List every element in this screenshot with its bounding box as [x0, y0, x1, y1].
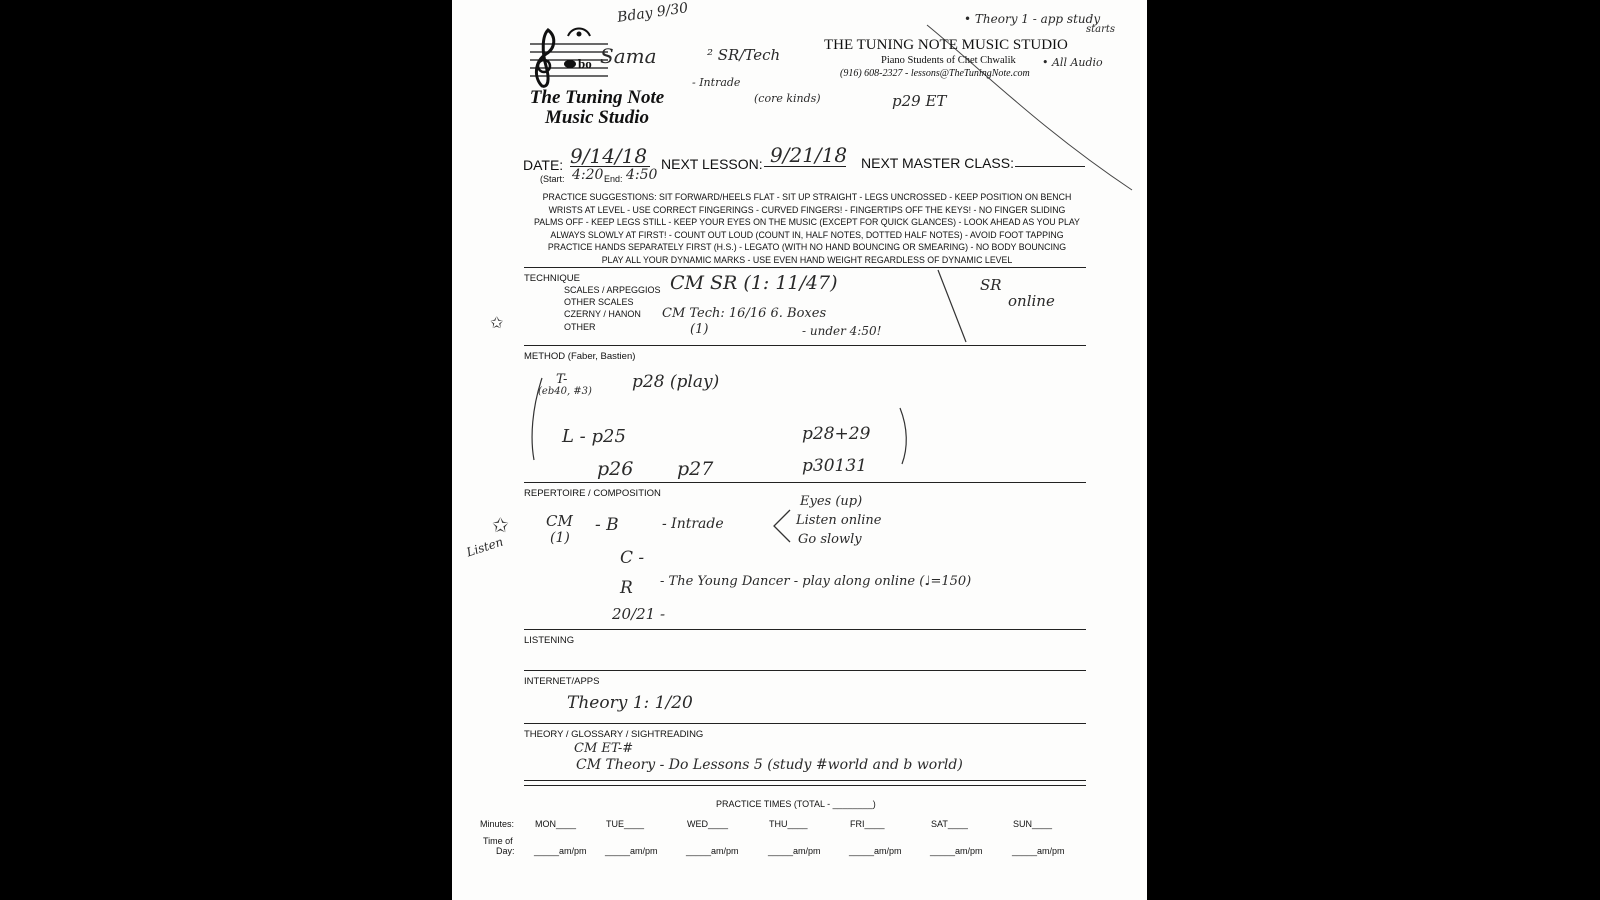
- method-p27-entry: p27: [677, 458, 714, 480]
- rep-listen-margin: Listen: [464, 534, 505, 560]
- method-l-entry: L - p25: [562, 426, 626, 447]
- rep-b: - B: [595, 515, 619, 535]
- ampm-sat: _____am/pm: [930, 846, 983, 856]
- technique-under-note: - under 4:50!: [802, 324, 882, 338]
- method-t-detail: (eb40, #3): [538, 386, 592, 397]
- end-value: 4:50: [626, 167, 658, 183]
- listening-heading: LISTENING: [524, 635, 575, 646]
- technique-circled-one: (1): [690, 322, 709, 337]
- theory-cm-et: CM ET-#: [574, 741, 634, 756]
- section-rule: [524, 785, 1086, 786]
- note-core-kinds: (core kinds): [754, 92, 821, 105]
- day-tue: TUE____: [606, 819, 645, 829]
- section-rule: [524, 670, 1086, 671]
- start-label: (Start:: [540, 174, 565, 184]
- section-rule: [524, 345, 1086, 346]
- repertoire-heading: REPERTOIRE / COMPOSITION: [524, 488, 661, 499]
- practice-times-heading: PRACTICE TIMES (TOTAL - ________): [716, 799, 876, 809]
- suggestion-line: PRACTICE SUGGESTIONS: SIT FORWARD/HEELS FLAT - SIT UP STRAIGHT - LEGS UNCROSSED - KEEP POSITION ON BENCH: [542, 192, 1072, 202]
- ampm-mon: _____am/pm: [534, 846, 587, 856]
- note-p29-et: p29 ET: [892, 92, 947, 110]
- practice-suggestions: [507, 191, 1107, 267]
- next-lesson-underline: [764, 166, 846, 167]
- pen-stroke-slash: [936, 268, 976, 346]
- next-master-class-underline: [1015, 166, 1085, 167]
- technique-online-note: online: [1008, 292, 1055, 310]
- bday-note: Bday 9/30: [616, 0, 690, 26]
- method-heading: METHOD (Faber, Bastien): [524, 351, 636, 362]
- time-of-label: Time of: [483, 836, 513, 846]
- date-value: 9/14/18: [570, 144, 648, 168]
- studio-name-line2: Music Studio: [544, 107, 649, 128]
- day-sat: SAT____: [931, 819, 968, 829]
- studio-subtitle: Piano Students of Chet Chwalik: [881, 55, 1016, 66]
- studio-name-line1: The Tuning Note: [529, 87, 665, 108]
- star-mark-icon: ✩: [490, 315, 504, 332]
- suggestion-line: WRISTS AT LEVEL - USE CORRECT FINGERINGS - CURVED FINGERS! - FINGERTIPS OFF THE KEYS! - NO FINGER SLIDING: [548, 204, 1066, 215]
- theory-lessons-entry: CM Theory - Do Lessons 5 (study #world and b world): [576, 757, 963, 773]
- next-lesson-value: 9/21/18: [770, 143, 848, 167]
- internet-heading: INTERNET/APPS: [524, 676, 600, 687]
- svg-text:bo: bo: [578, 56, 592, 71]
- technique-sr-note: SR: [980, 276, 1002, 294]
- suggestion-line: ALWAYS SLOWLY AT FIRST! - COUNT OUT LOUD (COUNT IN, HALF NOTES, DOTTED HALF NOTES) - AVOID FOOT TAPPING: [550, 229, 1064, 240]
- method-p28-entry: p28 (play): [632, 372, 720, 392]
- ampm-wed: _____am/pm: [686, 846, 739, 856]
- section-rule: [524, 482, 1086, 483]
- tech-other-label: OTHER: [564, 322, 596, 332]
- next-lesson-label: NEXT LESSON:: [661, 156, 763, 172]
- day-fri: FRI____: [850, 819, 885, 829]
- rep-brace-icon: [770, 508, 792, 546]
- start-value: 4:20: [572, 167, 604, 183]
- star-mark-icon: ✩: [492, 515, 509, 537]
- next-master-class-label: NEXT MASTER CLASS:: [861, 155, 1015, 171]
- note-all-audio: • All Audio: [1042, 56, 1103, 69]
- suggestion-line: PRACTICE HANDS SEPARATELY FIRST (H.S.) - LEGATO (WITH NO HAND BOUNCING OR SMEARING) - NO BODY BOUNCING: [547, 242, 1067, 253]
- note-theory-app: • Theory 1 - app study: [964, 12, 1101, 26]
- method-t-entry: T-: [556, 372, 568, 387]
- technique-heading: TECHNIQUE: [524, 273, 580, 284]
- studio-logo-name: [517, 88, 677, 128]
- section-rule: [524, 267, 1086, 268]
- day-sun: SUN____: [1013, 819, 1053, 829]
- technique-scales-entry: CM SR (1: 11/47): [670, 272, 838, 294]
- section-rule: [524, 723, 1086, 724]
- rep-r: R: [620, 578, 633, 598]
- method-p28-29-entry: p28+29: [802, 424, 871, 444]
- rep-young-dancer: - The Young Dancer - play along online (♩=150): [660, 574, 972, 589]
- rep-circled-one: (1): [550, 530, 570, 546]
- studio-title: THE TUNING NOTE MUSIC STUDIO: [824, 37, 1068, 53]
- tech-czerny-label: CZERNY / HANON: [564, 309, 641, 319]
- theory-heading: THEORY / GLOSSARY / SIGHTREADING: [524, 729, 704, 740]
- method-brackets: [528, 368, 908, 468]
- ampm-fri: _____am/pm: [849, 846, 902, 856]
- rep-c: C -: [620, 548, 645, 568]
- day-mon: MON____: [535, 819, 577, 829]
- tech-scales-label: SCALES / ARPEGGIOS: [564, 285, 661, 295]
- note-sr-tech: ² SR/Tech: [707, 46, 781, 64]
- day-wed: WED____: [687, 819, 729, 829]
- suggestion-line: PLAY ALL YOUR DYNAMIC MARKS - USE EVEN HAND WEIGHT REGARDLESS OF DYNAMIC LEVEL: [601, 254, 1013, 265]
- ampm-tue: _____am/pm: [605, 846, 658, 856]
- rep-listen-online: Listen online: [796, 513, 882, 528]
- section-rule: [524, 780, 1086, 781]
- studio-contact: (916) 608-2327 - lessons@TheTuningNote.com: [840, 68, 1030, 79]
- lesson-sheet: [452, 0, 1147, 900]
- rep-intrade: - Intrade: [662, 516, 724, 532]
- technique-czerny-entry: CM Tech: 16/16 6. Boxes: [662, 306, 827, 321]
- tech-other-scales-label: OTHER SCALES: [564, 297, 634, 307]
- note-starts: starts: [1086, 24, 1116, 35]
- method-p26-entry: p26: [597, 458, 634, 480]
- ampm-thu: _____am/pm: [768, 846, 821, 856]
- note-intrade: - Intrade: [692, 76, 741, 89]
- internet-theory-entry: Theory 1: 1/20: [567, 693, 693, 713]
- end-label: End:: [604, 174, 623, 184]
- date-label: DATE:: [523, 157, 564, 173]
- minutes-label: Minutes:: [480, 819, 515, 829]
- section-rule: [524, 629, 1086, 630]
- day-thu: THU____: [769, 819, 808, 829]
- method-p30-31-entry: p30131: [802, 456, 867, 476]
- suggestion-line: PALMS OFF - KEEP LEGS STILL - KEEP YOUR EYES ON THE MUSIC (EXCEPT FOR QUICK GLANCES) - LOOK AHEAD AS YOU PLAY: [534, 217, 1080, 228]
- ampm-sun: _____am/pm: [1012, 846, 1065, 856]
- time-day-label: Day:: [496, 846, 515, 856]
- student-name: Sama: [600, 44, 657, 68]
- rep-cm: CM: [546, 512, 573, 530]
- rep-eyes-up: Eyes (up): [800, 494, 863, 509]
- rep-go-slowly: Go slowly: [798, 532, 862, 547]
- rep-20-21: 20/21 -: [612, 605, 666, 623]
